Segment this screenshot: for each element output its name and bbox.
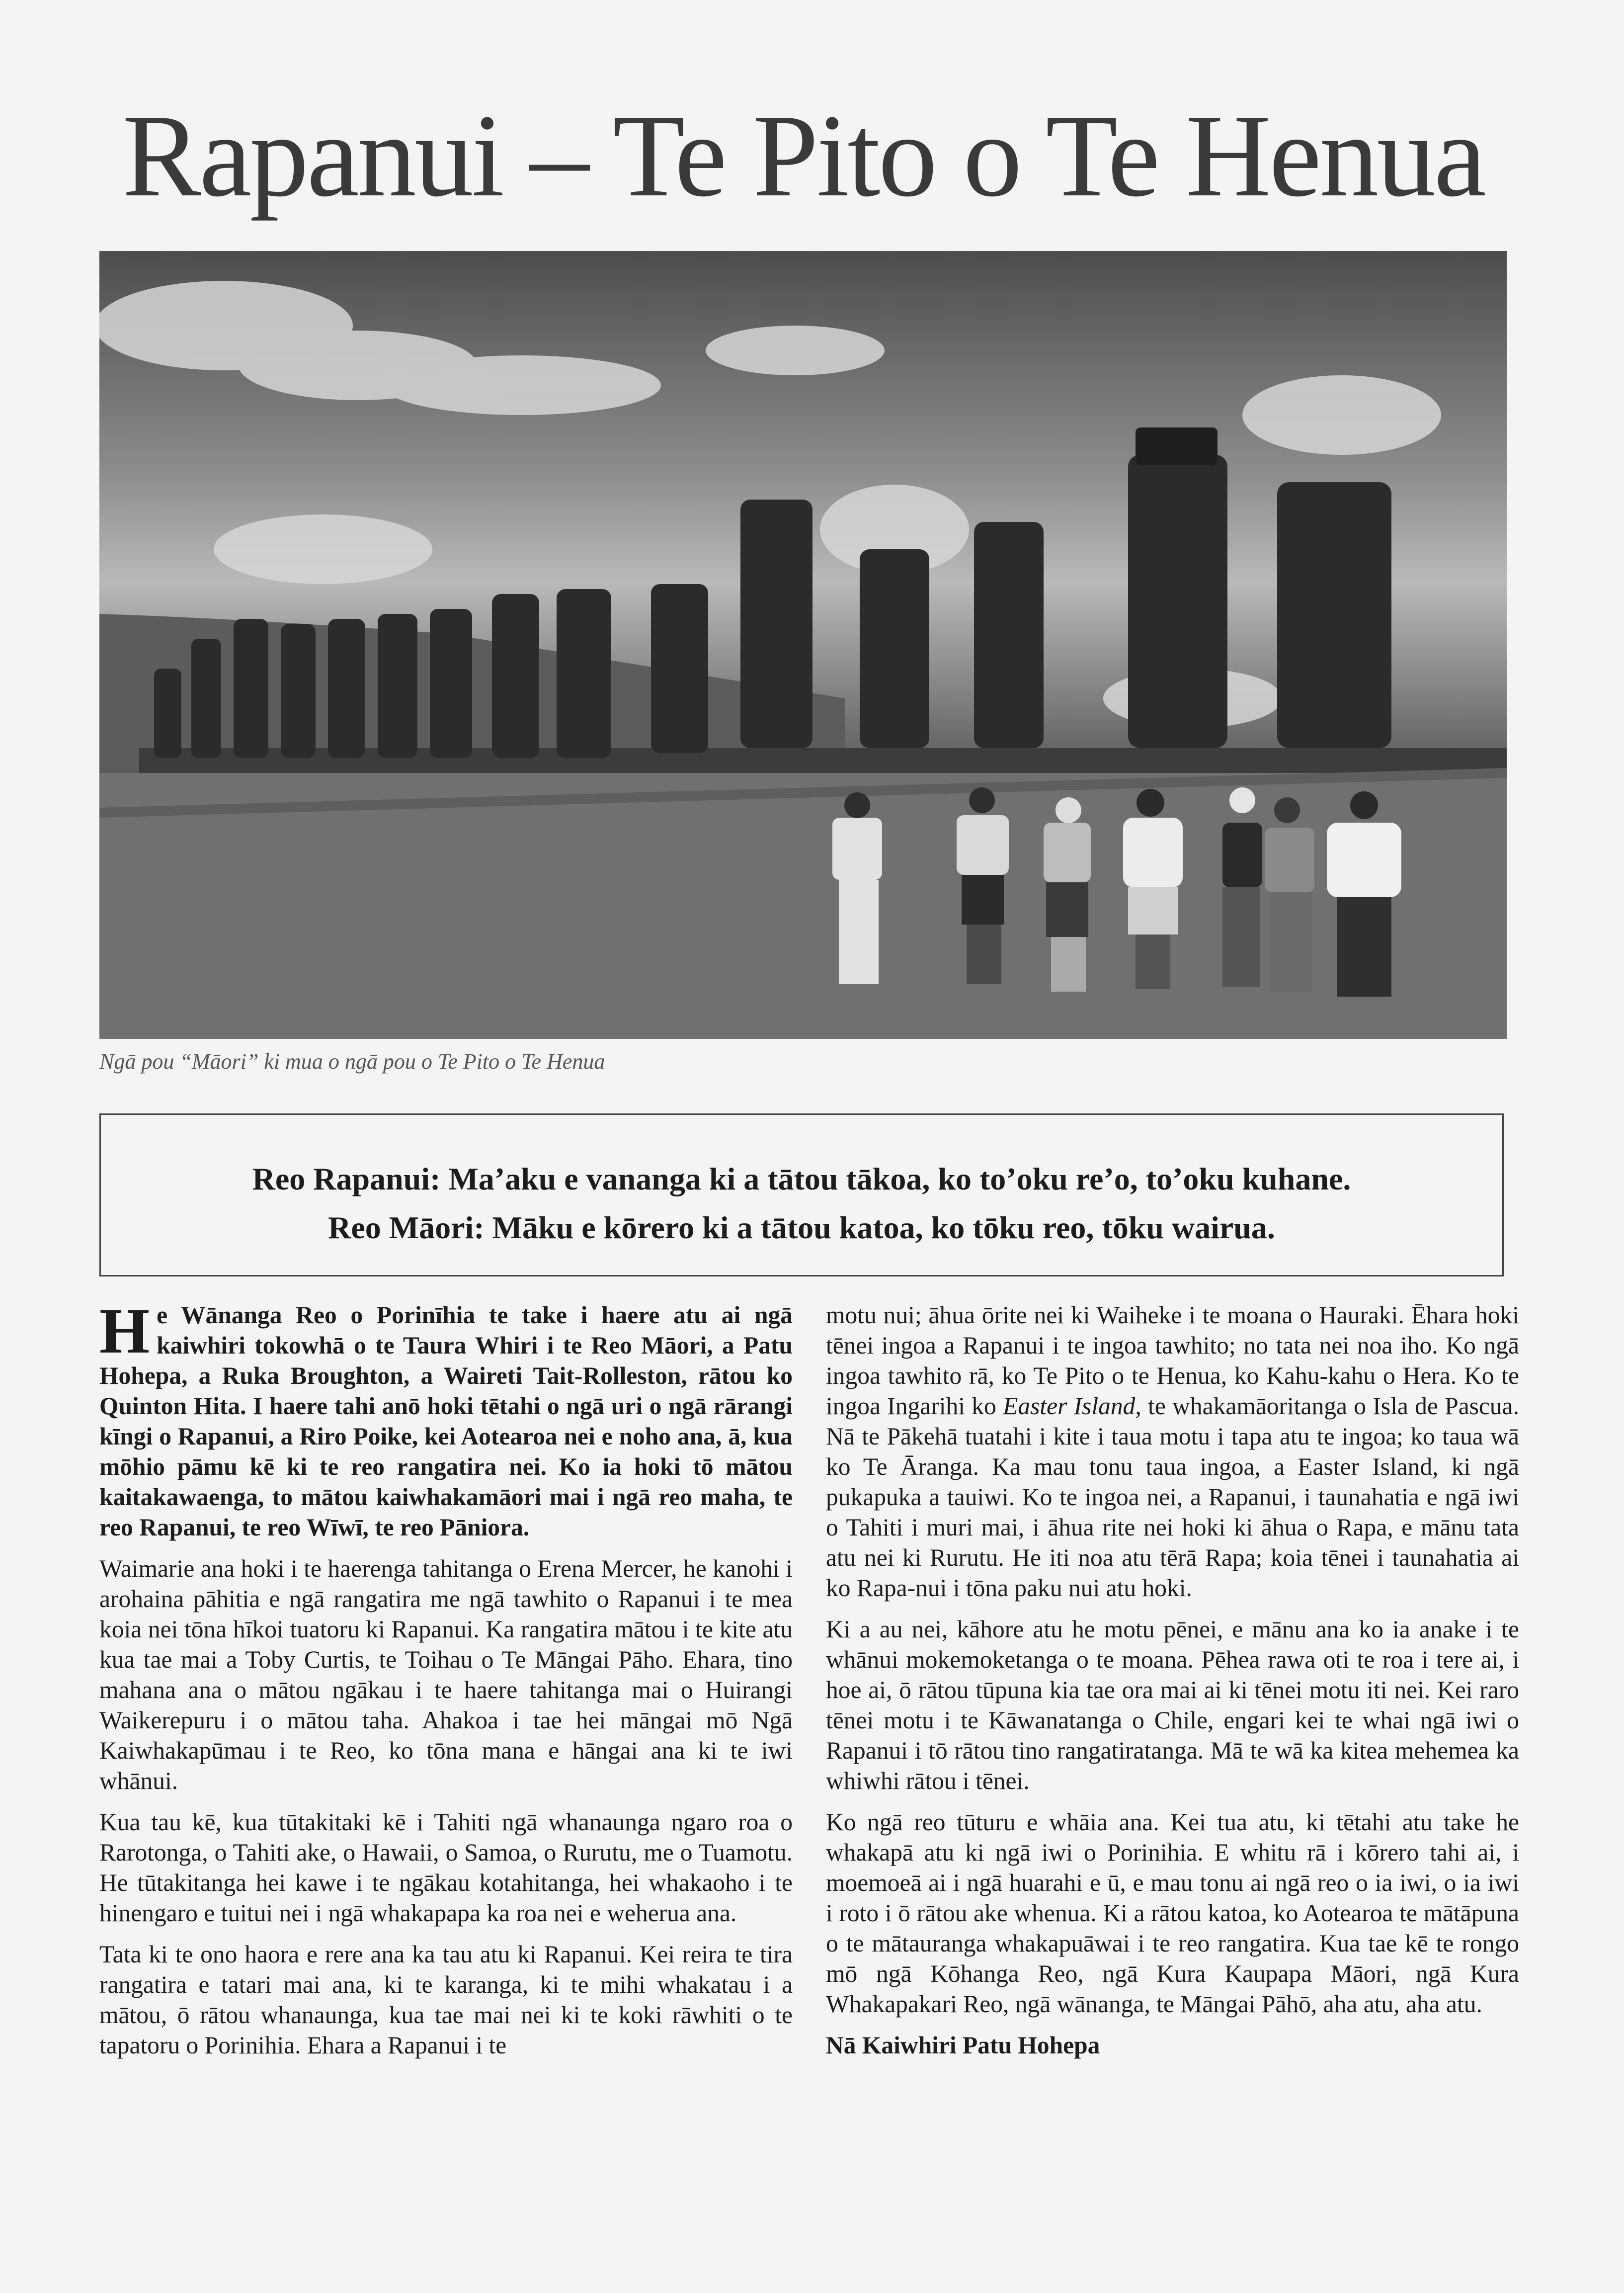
drop-cap: H bbox=[99, 1295, 150, 1367]
paragraph-6: Ki a au nei, kāhore atu he motu pēnei, e mānu ana ko ia anake i te whānui mokemoketanga o te moana. Pēhea rawa oti te roa i tere ai, i hoe ai, ō rātou tūpuna kia tae ora mai ai ki tēnei motu iti nei. Kei raro tēnei motu i te Kāwanatanga o Chile, engari kei te whai ngā iwi o Rapanui i tō rātou tino rangatiratanga. Mā te wā ka kitea mehemea ka whiwhi rātou i tēnei. bbox=[826, 1615, 1519, 1794]
moai-topknot bbox=[1136, 427, 1218, 465]
motto-maori: Reo Māori: Māku e kōrero ki a tātou katoa, ko tōku reo, tōku wairua. bbox=[328, 1210, 1275, 1245]
article-column-left bbox=[99, 1295, 793, 2071]
easter-island-italic: Easter Island, bbox=[1003, 1392, 1141, 1420]
page-title: Rapanui – Te Pito o Te Henua bbox=[122, 90, 1485, 221]
article-column-right bbox=[826, 1300, 1519, 2071]
paragraph-2: Waimarie ana hoki i te haerenga tahitanga o Erena Mercer, he kanohi i arohaina pāhitia e ngā rangatira me ngā tawhito o Rapanui i te mea koia nei tōna hīkoi tuatoru ki Rapanui. Ka rangatira mātou i te kite atu kua tae mai a Toby Curtis, te Toihau o Te Māngai Pāho. Ehara, tino mahana ana o mātou ngākau i te haere tahitanga mai o Huirangi Waikerepuru i o mātou taha. Ahakoa i tae hei māngai mō Ngā Kaiwhakapūmau i te Reo, ko tōna mana e hāngai ana ki te iwi whānui. bbox=[99, 1555, 793, 1794]
paragraph-5: motu nui; āhua ōrite nei ki Waiheke i te moana o Hauraki. Ēhara hoki tēnei ingoa a Rapanui i te ingoa tawhito; no tata nei noa iho. Ko ngā ingoa tawhito rā, ko Te Pito o te Henua, ko Kahu-kahu o Hera. Ko te ingoa Ingarihi ko Easter Island, te whakamāoritanga o Isla de Pascua. Nā te Pākehā tuatahi i kite i taua motu i tapa atu te ingoa; ko taua wā ko Te Āranga. Ka mau tonu taua ingoa, a Easter Island, ki ngā pukapuka a tauiwi. Ko te ingoa nei, a Rapanui, i taunahatia e ngā iwi o Tahiti i muri mai, i āhua rite nei hoki ki āhua o Rapa, e mānu tata atu nei ki Rurutu. He iti noa atu tērā Rapa; koia tēnei i taunahatia ai ko Rapa-nui i tōna paku nui atu hoki. bbox=[826, 1301, 1519, 1602]
author-byline: Nā Kaiwhiri Patu Hohepa bbox=[826, 2032, 1100, 2059]
lead-paragraph bbox=[99, 1295, 793, 1542]
paragraph-4: Tata ki te ono haora e rere ana ka tau atu ki Rapanui. Kei reira te tira rangatira e tatari mai ana, ki te karanga, ki te mihi whakatau i a mātou, ō rātou whanaunga, kua tae mai nei ki te koki rāwhiti o te tapatoru o Porinihia. Ehara a Rapanui i te bbox=[99, 1941, 793, 2059]
motto-box bbox=[99, 1113, 1504, 1276]
motto-rapanui: Reo Rapanui: Ma’aku e vananga ki a tātou tākoa, ko to’oku re’o, to’oku kuhane. bbox=[252, 1161, 1351, 1196]
paragraph-7: Ko ngā reo tūturu e whāia ana. Kei tua atu, ki tētahi atu take he whakapā atu ki ngā iwi o Porinihia. E whitu rā i kōrero tahi ai, i moemoeā ai i ngā huarahi e ū, e mau tonu ai ngā reo o ia iwi, o ia iwi i roto i ō rātou ake whenua. Ki a rātou katoa, ko Aotearoa te mātāpuna o te mātauranga whakapuāwai i te reo rangatira. Kua tae kē te rongo mō ngā Kōhanga Reo, ngā Kura Kaupapa Māori, ngā Kura Whakapakari Reo, ngā wānanga, te Māngai Pāhō, aha atu, aha atu. bbox=[826, 1808, 1519, 2018]
moai-row bbox=[154, 455, 1391, 758]
moai-photo bbox=[99, 251, 1507, 1039]
moai-photo-illustration bbox=[99, 251, 1507, 1039]
paragraph-3: Kua tau kē, kua tūtakitaki kē i Tahiti ngā whanaunga ngaro roa o Rarotonga, o Tahiti ake, o Hawaii, o Samoa, o Rurutu, me o Tuamotu. He tūtakitanga hei kawe i te ngākau kotahitanga, hei whakaoho i te hinengaro e tuitui nei i ngā whakapapa ka roa nei e weherua ana. bbox=[99, 1808, 793, 1927]
lead-text: e Wānanga Reo o Porinīhia te take i haere atu ai ngā kaiwhiri tokowhā o te Taura Whiri i te Reo Māori, a Patu Hohepa, a Ruka Broughton, a Waireti Tait-Rolleston, rātou ko Quinton Hita. I haere tahi anō hoki tētahi o ngā uri o ngā rārangi kīngi o Rapanui, a Riro Poike, kei Aotearoa nei e noho ana, ā, kua mōhio pāmu kē ki te reo rangatira nei. Ko ia hoki tō mātou kaitakawaenga, to mātou kaiwhakamāori mai i ngā reo maha, te reo Rapanui, te reo Wīwī, te reo Pāniora. bbox=[99, 1301, 793, 1541]
photo-caption: Ngā pou “Māori” ki mua o ngā pou o Te Pito o Te Henua bbox=[99, 1049, 605, 1074]
